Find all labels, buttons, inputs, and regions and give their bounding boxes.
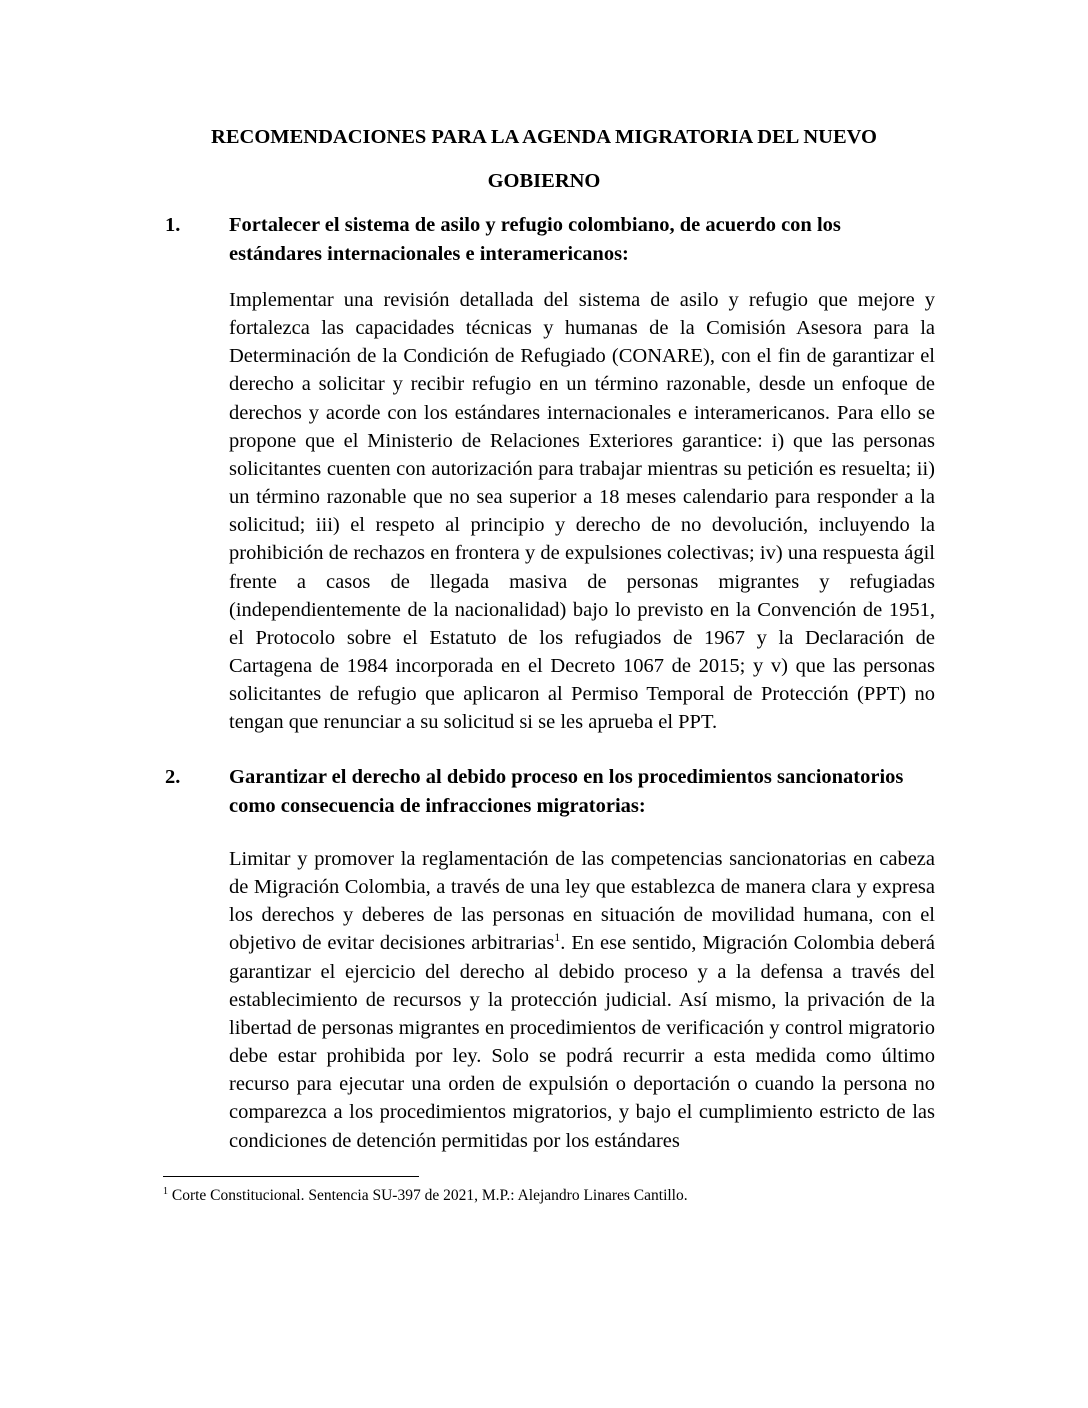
section-1-heading: Fortalecer el sistema de asilo y refugio colombiano, de acuerdo con los estándares internacionales e interamericanos: (229, 214, 841, 265)
footnote-marker: 1 (163, 1185, 168, 1197)
section-1-number: 1. (165, 214, 181, 236)
section-2-number: 2. (165, 766, 181, 788)
footnote-text: Corte Constitucional. Sentencia SU-397 de 2021, M.P.: Alejandro Linares Cantillo. (168, 1187, 688, 1204)
section-2-heading: Garantizar el derecho al debido proceso en los procedimientos sancionatorios como consecuencia de infracciones migratorias: (229, 766, 904, 817)
section-2-body-text-end: . En ese sentido, Migración Colombia deberá garantizar el ejercicio del derecho al debido proceso y a la defensa a través del establecimiento de recursos y la protección judicial. Así mismo, la privación de la libertad de personas migrantes en procedimientos de verificación y control migratorio debe estar prohibida por ley. Solo se podrá recurrir a esta medida como último recurso para ejecutar una orden de expulsión o deportación o cuando la persona no comparezca a los procedimientos migratorios, y bajo el cumplimiento estricto de las condiciones de detención permitidas por los estándares (229, 932, 935, 1152)
document-title-line-2: GOBIERNO (487, 170, 601, 192)
section-1-body: Implementar una revisión detallada del sistema de asilo y refugio que mejore y fortalezca las capacidades técnicas y humanas de la Comisión Asesora para la Determinación de la Condición de Refugiado (CONARE), con el fin de garantizar el derecho a solicitar y recibir refugio en un término razonable, desde un enfoque de derechos y acorde con los estándares internacionales e interamericanos. Para ello se propone que el Ministerio de Relaciones Exteriores garantice: i) que las personas solicitantes cuenten con autorización para trabajar mientras su petición es resuelta; ii) un término razonable que no sea superior a 18 meses calendario para responder a la solicitud; iii) el respeto al principio y derecho de no devolución, incluyendo la prohibición de rechazos en frontera y de expulsiones colectivas; iv) una respuesta ágil frente a casos de llegada masiva de personas migrantes y refugiadas (independientemente de la nacionalidad) bajo lo previsto en la Convención de 1951, el Protocolo sobre el Estatuto de los refugiados de 1967 y la Declaración de Cartagena de 1984 incorporada en el Decreto 1067 de 2015; y v) que las personas solicitantes de refugio que aplicaron al Permiso Temporal de Protección (PPT) no tengan que renunciar a su solicitud si se les aprueba el PPT. (229, 289, 935, 734)
footnote (163, 1186, 923, 1206)
section-2-body (229, 845, 935, 1155)
section-2-body-text-start: Limitar y promover la reglamentación de las competencias sancionatorias en cabeza de Migración Colombia, a través de una ley que establezca de manera clara y expresa los derechos y deberes de las personas en situación de movilidad humana, con el objetivo de evitar decisiones arbitrarias (229, 848, 935, 955)
footnote-reference[interactable]: 1 (554, 930, 561, 945)
document-title-line-1: RECOMENDACIONES PARA LA AGENDA MIGRATORIA DEL NUEVO (211, 126, 877, 148)
footnote-separator (163, 1176, 419, 1177)
